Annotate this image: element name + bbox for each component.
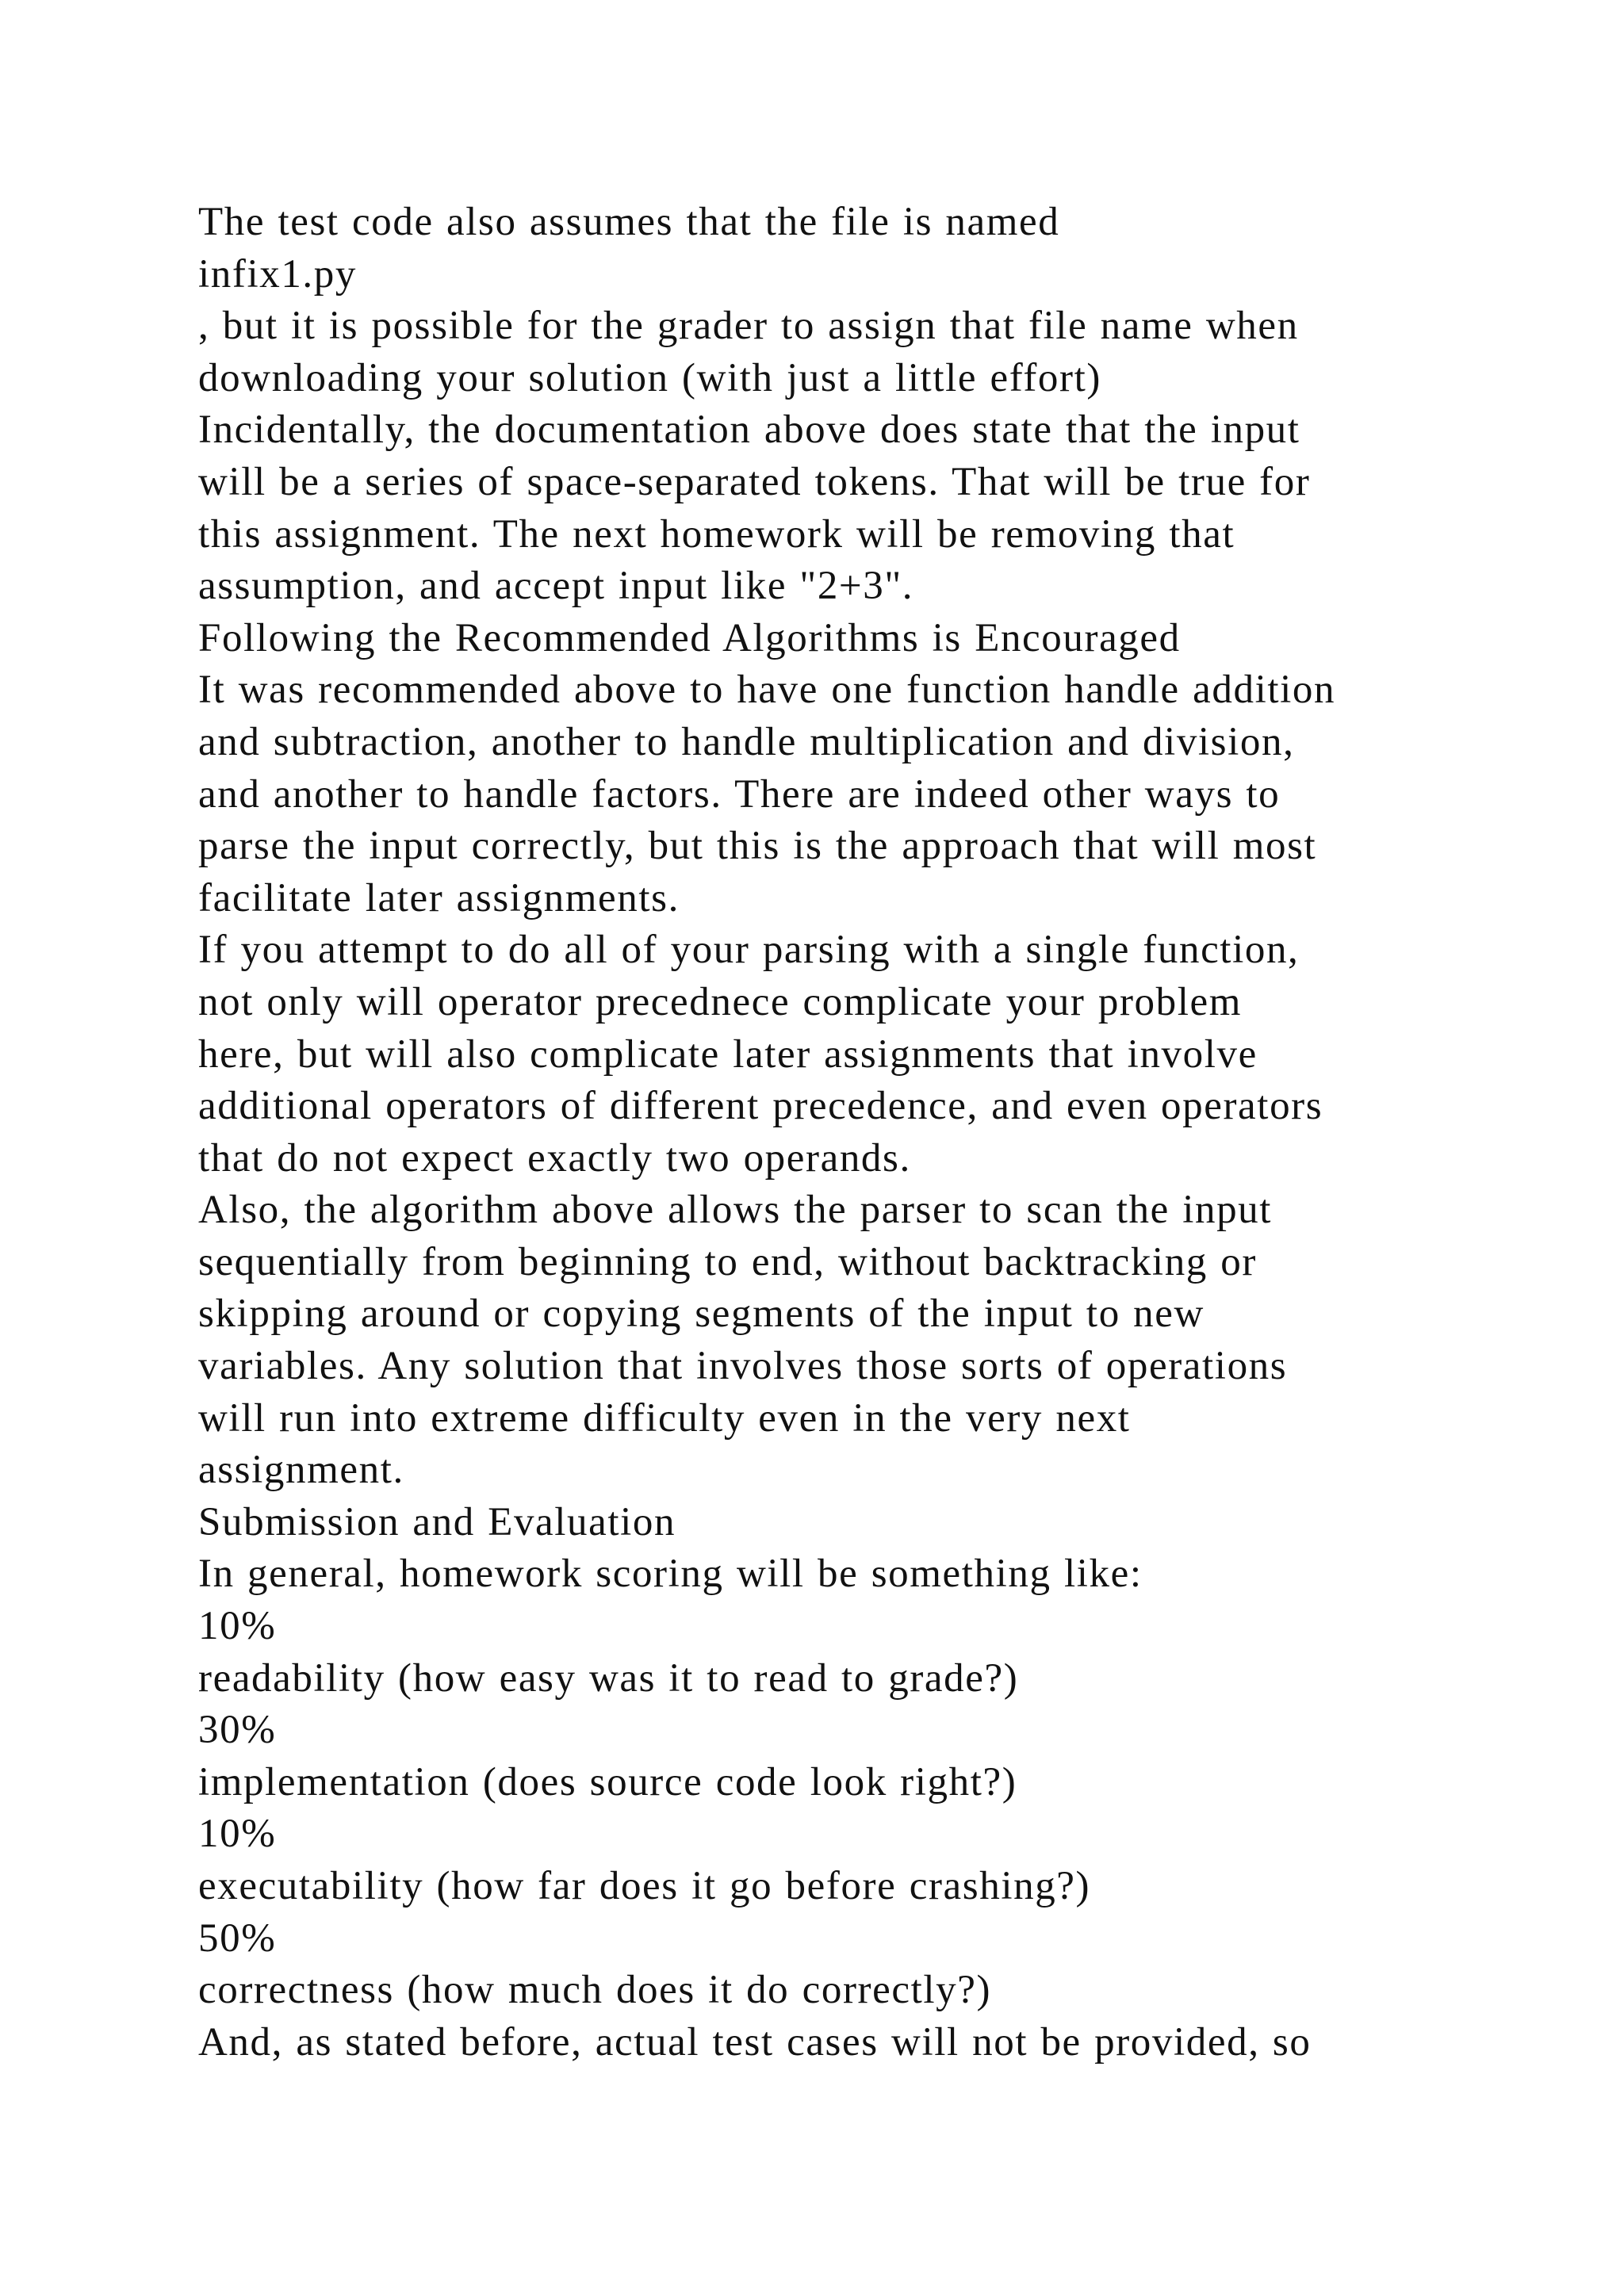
score-percent: 10%: [198, 1812, 277, 1857]
text-line: parse the input correctly, but this is the approach that will most: [198, 824, 1317, 869]
text-line: If you attempt to do all of your parsing with a single function,: [198, 928, 1300, 973]
filename-line: infix1.py: [198, 251, 357, 297]
score-criterion: readability (how easy was it to read to grade?): [198, 1655, 1019, 1701]
score-criterion: executability (how far does it go before crashing?): [198, 1864, 1091, 1908]
text-line: variables. Any solution that involves those sorts of operations: [198, 1344, 1288, 1389]
text-line: assumption, and accept input like "2+3".: [198, 564, 914, 609]
text-line: In general, homework scoring will be something like:: [198, 1552, 1143, 1597]
text-line: Also, the algorithm above allows the parser to scan the input: [198, 1188, 1273, 1233]
text-line: The test code also assumes that the file is named: [198, 200, 1060, 244]
section-heading: Submission and Evaluation: [198, 1499, 676, 1544]
text-line: and subtraction, another to handle multiplication and division,: [198, 719, 1295, 764]
text-line: , but it is possible for the grader to assign that file name when: [198, 304, 1299, 349]
score-percent: 50%: [198, 1915, 277, 1961]
text-line: here, but will also complicate later assignments that involve: [198, 1031, 1258, 1077]
score-percent: 30%: [198, 1708, 277, 1753]
score-criterion: correctness (how much does it do correctly?): [198, 1968, 992, 2013]
text-line: not only will operator precednece complicate your problem: [198, 979, 1243, 1024]
text-line: facilitate later assignments.: [198, 875, 680, 920]
text-line: And, as stated before, actual test cases will not be provided, so: [198, 2019, 1312, 2064]
text-line: will run into extreme difficulty even in the very next: [198, 1395, 1131, 1441]
text-line: that do not expect exactly two operands.: [198, 1135, 911, 1181]
text-line: It was recommended above to have one function handle addition: [198, 668, 1336, 713]
text-line: additional operators of different precedence, and even operators: [198, 1084, 1323, 1129]
score-percent: 10%: [198, 1604, 277, 1649]
score-criterion: implementation (does source code look right?): [198, 1759, 1017, 1804]
text-line: skipping around or copying segments of the input to new: [198, 1292, 1205, 1337]
text-line: downloading your solution (with just a little effort): [198, 355, 1101, 400]
document-body: [198, 197, 1546, 2068]
text-line: assignment.: [198, 1448, 404, 1493]
text-line: and another to handle factors. There are indeed other ways to: [198, 771, 1281, 817]
section-heading: Following the Recommended Algorithms is Encouraged: [198, 615, 1181, 660]
text-line: sequentially from beginning to end, without backtracking or: [198, 1239, 1257, 1284]
text-line: will be a series of space-separated tokens. That will be true for: [198, 459, 1311, 504]
text-line: Incidentally, the documentation above does state that the input: [198, 408, 1300, 453]
text-line: this assignment. The next homework will be removing that: [198, 511, 1235, 557]
